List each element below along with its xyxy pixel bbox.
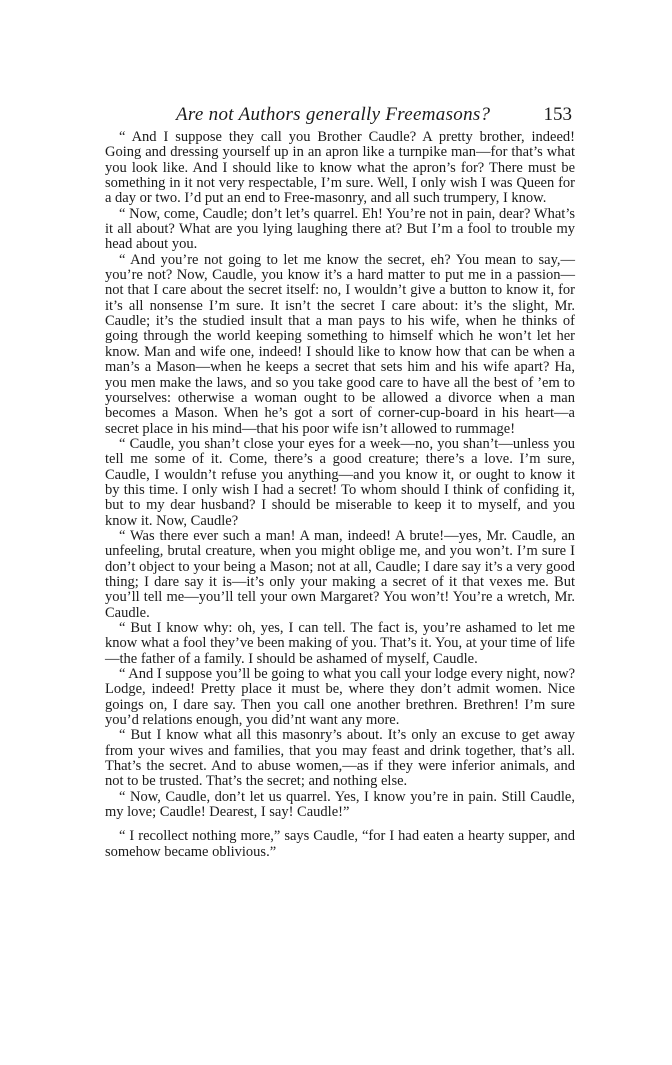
page-number: 153 bbox=[543, 104, 572, 125]
paragraph: “ But I know why: oh, yes, I can tell. The fact is, you’re ashamed to let me know what a fool they’ve been making of you. That’s it. You, at your time of life—the father of a family. I should be ashamed of myself, Caudle. bbox=[105, 620, 575, 667]
running-title: Are not Authors generally Freemasons? bbox=[176, 104, 491, 125]
paragraph: “ And I suppose you’ll be going to what you call your lodge every night, now? Lodge, indeed! Pretty place it must be, where they don’t admit women. Nice goings on, I dare say. Then you call one another brethren. Brethren! I’m sure you’d relations enough, you did’nt want any more. bbox=[105, 666, 575, 729]
paragraph: “ Was there ever such a man! A man, indeed! A brute!—yes, Mr. Caudle, an unfeeling, brutal creature, when you might oblige me, and you won’t. I’m sure I don’t object to your being a Mason; not at all, Caudle; I dare say it’s a very good thing; I dare say it is—it’s only your making a secret of it that vexes me. But you’ll tell me—you’ll tell your own Margaret? You won’t! You’re a wretch, Mr. Caudle. bbox=[105, 527, 575, 621]
paragraph: “ But I know what all this masonry’s about. It’s only an excuse to get away from your wives and families, that you may feast and drink together, that’s all. That’s the secret. And to abuse women,—as if they were inferior animals, and not to be trusted. That’s the secret; and nothing else. bbox=[105, 727, 575, 790]
paragraph: “ Now, Caudle, don’t let us quarrel. Yes, I know you’re in pain. Still Caudle, my love; Caudle! Dearest, I say! Caudle!” bbox=[105, 788, 575, 821]
paragraph: “ And you’re not going to let me know the secret, eh? You mean to say,—you’re not? Now, Caudle, you know it’s a hard matter to put me in a passion—not that I care about the secret itself: no, I wouldn’t give a button to know it, for it’s all nonsense I’m sure. It isn’t the secret I care about: it’s the slight, Mr. Caudle; it’s the studied insult that a man pays to his wife, when he thinks of going through the world keeping something to himself which he won’t let her know. Man and wife one, indeed! I should like to know how that can be when a man’s a Mason—when he keeps a secret that sets him and his wife apart? Ha, you men make the laws, and so you take good care to have all the best of ’em to yourselves: otherwise a woman ought to be allowed a divorce when a man becomes a Mason. When he’s got a sort of corner-cup-board in his heart—a secret place in his mind—that his poor wife isn’t allowed to rummage! bbox=[105, 251, 575, 437]
body-text bbox=[105, 130, 575, 860]
paragraph: “ Now, come, Caudle; don’t let’s quarrel. Eh! You’re not in pain, dear? What’s it all about? What are you lying laughing there at? But I’m a fool to trouble my head about you. bbox=[105, 205, 575, 253]
paragraph: “ And I suppose they call you Brother Caudle? A pretty brother, indeed! Going and dressing yourself up in an apron like a turnpike man—for that’s what you look like. And I should like to know what the apron’s for? There must be something in it not very respectable, I’m sure. Well, I only wish I was Queen for a day or two. I’d put an end to Free-masonry, and all such trumpery, I know. bbox=[105, 129, 575, 207]
page-header bbox=[176, 104, 572, 130]
paragraph: “ Caudle, you shan’t close your eyes for a week—no, you shan’t—unless you tell me some of it. Come, there’s a good creature; there’s a love. I’m sure, Caudle, I wouldn’t refuse you anything—and you know it, or ought to know it by this time. I only wish I had a secret! To whom should I think of confiding it, but to my dear husband? I should be miserable to keep it to myself, and you know it. Now, Caudle? bbox=[105, 435, 575, 529]
closing-paragraph: “ I recollect nothing more,” says Caudle, “for I had eaten a hearty supper, and somehow became oblivious.” bbox=[105, 828, 575, 860]
